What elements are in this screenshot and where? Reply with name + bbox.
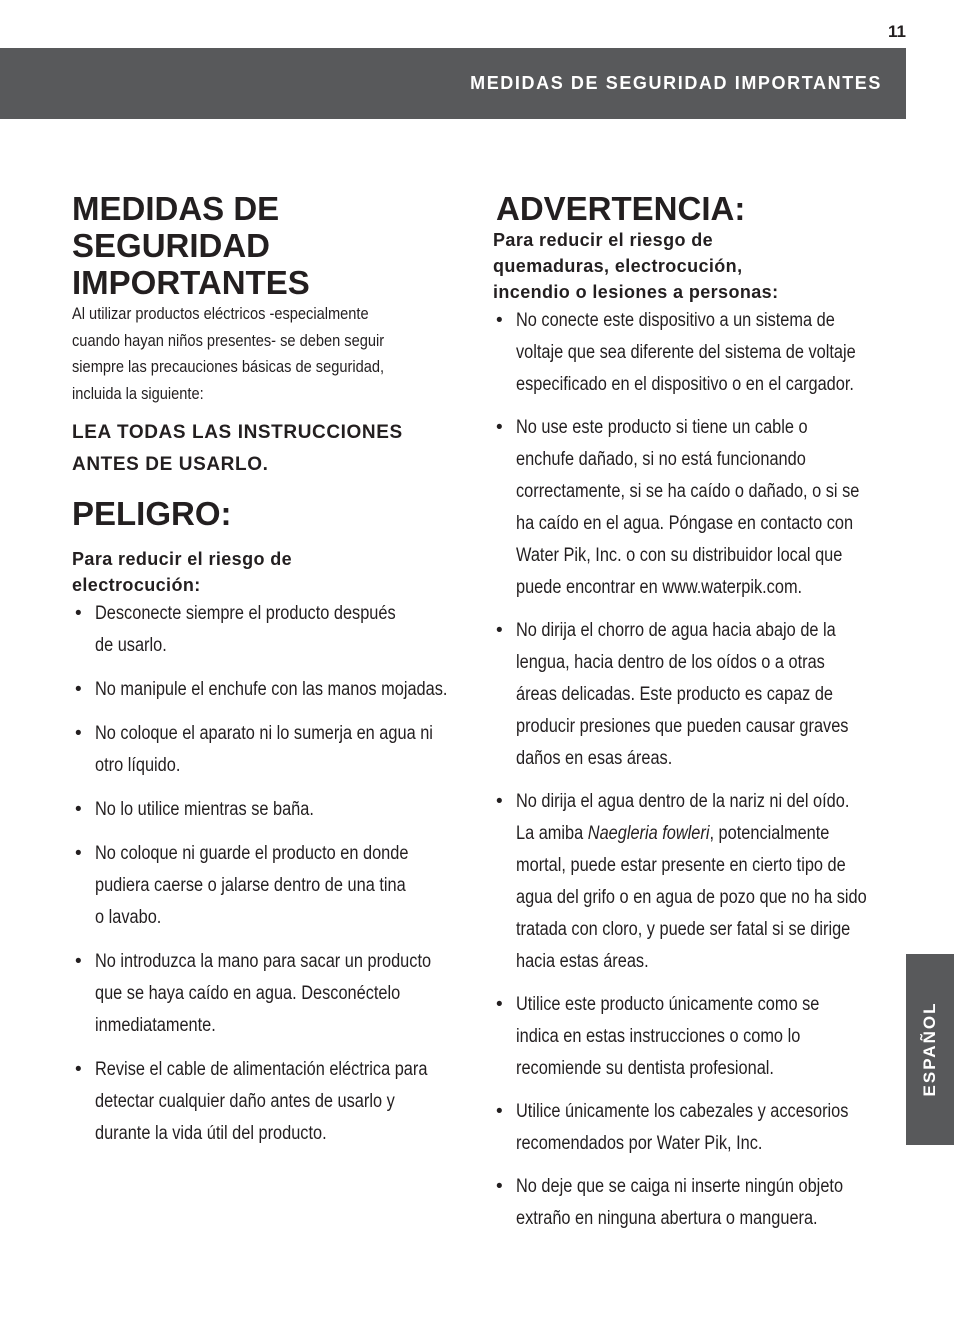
list-item-line: especificado en el dispositivo o en el cargador. bbox=[516, 374, 854, 395]
species-name: Naegleria fowleri bbox=[587, 823, 710, 844]
bullet-icon: • bbox=[496, 620, 503, 641]
intro-line: Al utilizar productos eléctricos -especialmente bbox=[72, 304, 369, 323]
read-all-line: LEA TODAS LAS INSTRUCCIONES bbox=[72, 422, 403, 443]
list-item-line: mortal, puede estar presente en cierto tipo de bbox=[516, 855, 846, 876]
list-item-line: extraño en ninguna abertura o manguera. bbox=[516, 1208, 818, 1229]
header-title: MEDIDAS DE SEGURIDAD IMPORTANTES bbox=[470, 73, 882, 93]
bullet-icon: • bbox=[496, 417, 503, 438]
list-item-line: lengua, hacia dentro de los oídos o a otras bbox=[516, 652, 825, 673]
main-title-line: SEGURIDAD bbox=[72, 227, 271, 264]
list-item-line: No deje que se caiga ni inserte ningún objeto bbox=[516, 1176, 844, 1197]
list-item bbox=[493, 615, 888, 775]
bullet-icon: • bbox=[496, 994, 503, 1015]
bullet-icon: • bbox=[75, 679, 82, 700]
list-item bbox=[493, 989, 888, 1085]
bullet-icon: • bbox=[496, 1101, 503, 1122]
left-column bbox=[72, 190, 467, 1162]
list-item-line: Utilice únicamente los cabezales y accesorios bbox=[516, 1101, 849, 1122]
list-item-line: No conecte este dispositivo a un sistema de bbox=[516, 310, 835, 331]
list-item-line: otro líquido. bbox=[95, 755, 181, 776]
list-item-line: pudiera caerse o jalarse dentro de una tina bbox=[95, 875, 406, 896]
list-item-line: recomendados por Water Pik, Inc. bbox=[516, 1133, 763, 1154]
list-item bbox=[72, 718, 467, 782]
list-item-line: indica en estas instrucciones o como lo bbox=[516, 1026, 801, 1047]
bullet-icon: • bbox=[496, 791, 503, 812]
list-item-line: No lo utilice mientras se baña. bbox=[95, 799, 314, 820]
bullet-icon: • bbox=[75, 951, 82, 972]
list-item-line: puede encontrar en www.waterpik.com. bbox=[516, 577, 803, 598]
list-item-line: producir presiones que pueden causar graves bbox=[516, 716, 849, 737]
list-item-line: hacia estas áreas. bbox=[516, 951, 649, 972]
list-item-line: enchufe dañado, si no está funcionando bbox=[516, 449, 806, 470]
bullet-icon: • bbox=[496, 310, 503, 331]
warning-subheading-line: incendio o lesiones a personas: bbox=[493, 282, 779, 302]
danger-list bbox=[72, 598, 467, 1150]
list-item bbox=[72, 838, 467, 934]
list-item bbox=[72, 598, 467, 662]
list-item-line: daños en esas áreas. bbox=[516, 748, 673, 769]
main-title bbox=[72, 190, 467, 301]
intro-paragraph bbox=[72, 301, 442, 407]
danger-subheading bbox=[72, 546, 467, 598]
list-item-line: recomiende su dentista profesional. bbox=[516, 1058, 774, 1079]
bullet-icon: • bbox=[75, 843, 82, 864]
list-item-line: inmediatamente. bbox=[95, 1015, 216, 1036]
warning-subheading-line: quemaduras, electrocución, bbox=[493, 256, 743, 276]
bullet-icon: • bbox=[75, 723, 82, 744]
main-title-line: IMPORTANTES bbox=[72, 264, 310, 301]
text-run: , potencialmente bbox=[709, 823, 830, 844]
list-item-line: voltaje que sea diferente del sistema de voltaje bbox=[516, 342, 856, 363]
list-item-line: agua del grifo o en agua de pozo que no ha sido bbox=[516, 887, 867, 908]
text-run: La amiba bbox=[516, 823, 588, 844]
list-item-line: Water Pik, Inc. o con su distribuidor local que bbox=[516, 545, 843, 566]
intro-line: incluida la siguiente: bbox=[72, 383, 204, 403]
list-item-line: durante la vida útil del producto. bbox=[95, 1123, 327, 1144]
header-bar bbox=[0, 48, 906, 119]
list-item-line: No coloque el aparato ni lo sumerja en agua ni bbox=[95, 723, 433, 744]
intro-line: siempre las precauciones básicas de seguridad, bbox=[72, 357, 385, 376]
right-column bbox=[493, 190, 888, 1246]
list-item-line: tratada con cloro, y puede ser fatal si se dirige bbox=[516, 919, 851, 940]
bullet-icon: • bbox=[496, 1176, 503, 1197]
list-item-line: No dirija el agua dentro de la nariz ni del oído. bbox=[516, 791, 850, 812]
list-item-line: No coloque ni guarde el producto en donde bbox=[95, 843, 409, 864]
list-item-line: No manipule el enchufe con las manos mojadas. bbox=[95, 679, 448, 700]
list-item-line: No introduzca la mano para sacar un producto bbox=[95, 951, 432, 972]
list-item bbox=[493, 305, 888, 401]
list-item-line: o lavabo. bbox=[95, 907, 162, 928]
list-item bbox=[493, 412, 888, 604]
list-item-line: detectar cualquier daño antes de usarlo y bbox=[95, 1091, 395, 1112]
list-item-line: Revise el cable de alimentación eléctrica para bbox=[95, 1059, 428, 1080]
list-item bbox=[72, 674, 467, 706]
page-number: 11 bbox=[888, 22, 906, 41]
danger-subheading-line: electrocución: bbox=[72, 575, 201, 595]
danger-subheading-line: Para reducir el riesgo de bbox=[72, 549, 293, 569]
list-item-line: Utilice este producto únicamente como se bbox=[516, 994, 820, 1015]
bullet-icon: • bbox=[75, 799, 82, 820]
list-item-line bbox=[516, 818, 886, 850]
main-title-line: MEDIDAS DE bbox=[72, 190, 280, 227]
list-item-line: que se haya caído en agua. Desconéctelo bbox=[95, 983, 401, 1004]
list-item bbox=[493, 1096, 888, 1160]
read-all-line: ANTES DE USARLO. bbox=[72, 454, 269, 475]
read-all-instructions bbox=[72, 417, 462, 481]
bullet-icon: • bbox=[75, 1059, 82, 1080]
warning-list bbox=[493, 305, 888, 1235]
list-item-line: áreas delicadas. Este producto es capaz de bbox=[516, 684, 834, 705]
bullet-icon: • bbox=[75, 603, 82, 624]
list-item-line: ha caído en el agua. Póngase en contacto con bbox=[516, 513, 854, 534]
list-item-line: de usarlo. bbox=[95, 635, 167, 656]
list-item bbox=[493, 1171, 888, 1235]
warning-title: ADVERTENCIA: bbox=[496, 190, 746, 227]
list-item bbox=[72, 946, 467, 1042]
list-item-line: No dirija el chorro de agua hacia abajo de la bbox=[516, 620, 836, 641]
danger-title: PELIGRO: bbox=[72, 495, 232, 532]
list-item bbox=[493, 786, 888, 978]
language-tab-label: ESPAÑOL bbox=[920, 1001, 939, 1097]
list-item bbox=[72, 794, 467, 826]
list-item-line: No use este producto si tiene un cable o bbox=[516, 417, 808, 438]
list-item-line: Desconecte siempre el producto después bbox=[95, 603, 396, 624]
warning-subheading bbox=[493, 227, 888, 305]
intro-line: cuando hayan niños presentes- se deben seguir bbox=[72, 330, 385, 350]
language-tab bbox=[906, 954, 954, 1145]
warning-subheading-line: Para reducir el riesgo de bbox=[493, 230, 714, 250]
list-item-line: correctamente, si se ha caído o dañado, o si se bbox=[516, 481, 860, 502]
list-item bbox=[72, 1054, 467, 1150]
